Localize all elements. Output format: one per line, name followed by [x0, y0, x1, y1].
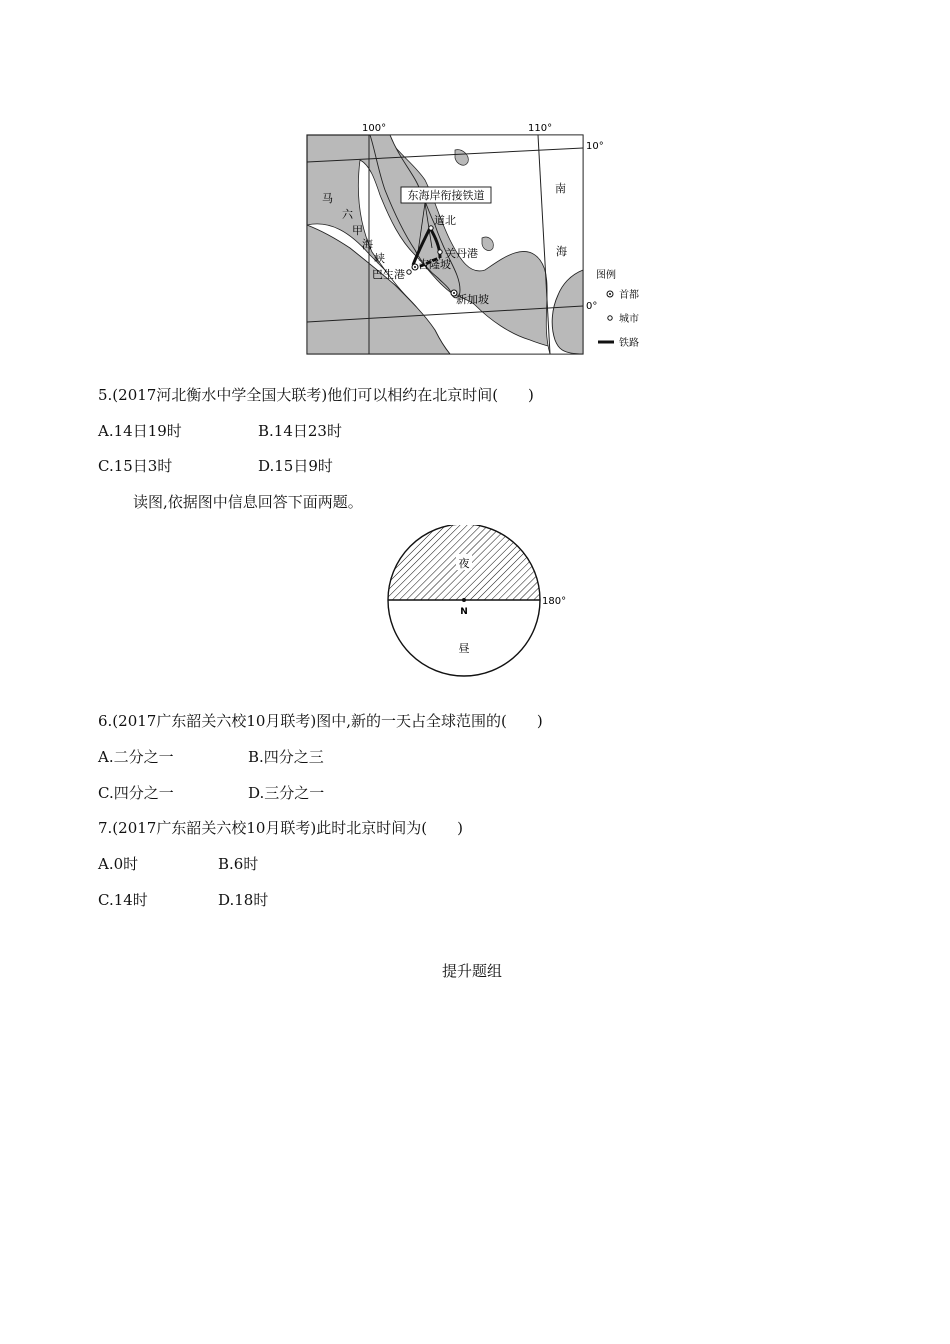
city-marker-guandan [438, 250, 442, 254]
question-6-option-a: A.二分之一 [98, 748, 174, 766]
day-night-globe-figure [382, 525, 572, 680]
legend-railway-label: 铁路 [619, 338, 639, 349]
legend-capital-dot [609, 293, 611, 295]
question-7-option-c: C.14时 [98, 891, 148, 909]
question-7-stem: 7.(2017广东韶关六校10月联考)此时北京时间为( ) [98, 819, 463, 837]
section-heading: 提升题组 [442, 962, 503, 980]
lat-label-0: 0° [586, 301, 598, 312]
question-5-option-c: C.15日3时 [98, 457, 173, 475]
place-daobei: 道北 [434, 214, 456, 227]
question-6-option-d: D.三分之一 [248, 784, 325, 802]
question-5-stem: 5.(2017河北衡水中学全国大联考)他们可以相约在北京时间( ) [98, 386, 534, 404]
lat-label-10: 10° [586, 141, 604, 152]
question-6-option-c: C.四分之一 [98, 784, 174, 802]
legend-title: 图例 [596, 270, 616, 281]
south-sea-char: 南 [555, 182, 566, 195]
question-7-option-d: D.18时 [218, 891, 269, 909]
question-6-option-b: B.四分之三 [248, 748, 324, 766]
pole-label: N [460, 607, 468, 617]
question-7-option-b: B.6时 [218, 855, 259, 873]
night-label: 夜 [458, 557, 470, 570]
question-5-option-a: A.14日19时 [98, 422, 182, 440]
day-label: 昼 [458, 642, 470, 655]
strait-char: 甲 [352, 224, 363, 237]
strait-char: 峡 [374, 252, 385, 265]
instruction-text: 读图,依据图中信息回答下面两题。 [133, 493, 363, 511]
city-marker-daobei [429, 226, 433, 230]
capital-dot [414, 266, 416, 268]
north-pole-point [462, 598, 466, 602]
place-guandan: 关丹港 [445, 247, 478, 260]
question-5-option-b: B.14日23时 [258, 422, 342, 440]
meridian-180-label: 180° [542, 596, 567, 607]
day-night-globe [382, 525, 572, 680]
capital-dot [453, 292, 455, 294]
railway-label: 东海岸衔接铁道 [407, 189, 485, 202]
place-port-klang: 巴生港 [372, 268, 405, 281]
strait-char: 马 [322, 192, 333, 205]
lon-label-100: 100° [362, 123, 387, 134]
malaysia-map-figure [300, 120, 660, 355]
malaysia-map [300, 120, 660, 355]
question-5-option-d: D.15日9时 [258, 457, 333, 475]
legend-capital-label: 首都 [619, 290, 639, 301]
legend-city-label: 城市 [619, 314, 639, 325]
legend-city-icon [608, 316, 612, 320]
question-7-option-a: A.0时 [98, 855, 139, 873]
place-singapore: 新加坡 [456, 293, 489, 306]
strait-char: 海 [362, 238, 373, 251]
city-marker-port-klang [407, 270, 411, 274]
south-sea-char: 海 [556, 245, 567, 258]
strait-char: 六 [342, 208, 353, 221]
place-kuala-lumpur: 吉隆坡 [418, 258, 451, 271]
lon-label-110: 110° [528, 123, 553, 134]
question-6-stem: 6.(2017广东韶关六校10月联考)图中,新的一天占全球范围的( ) [98, 712, 543, 730]
